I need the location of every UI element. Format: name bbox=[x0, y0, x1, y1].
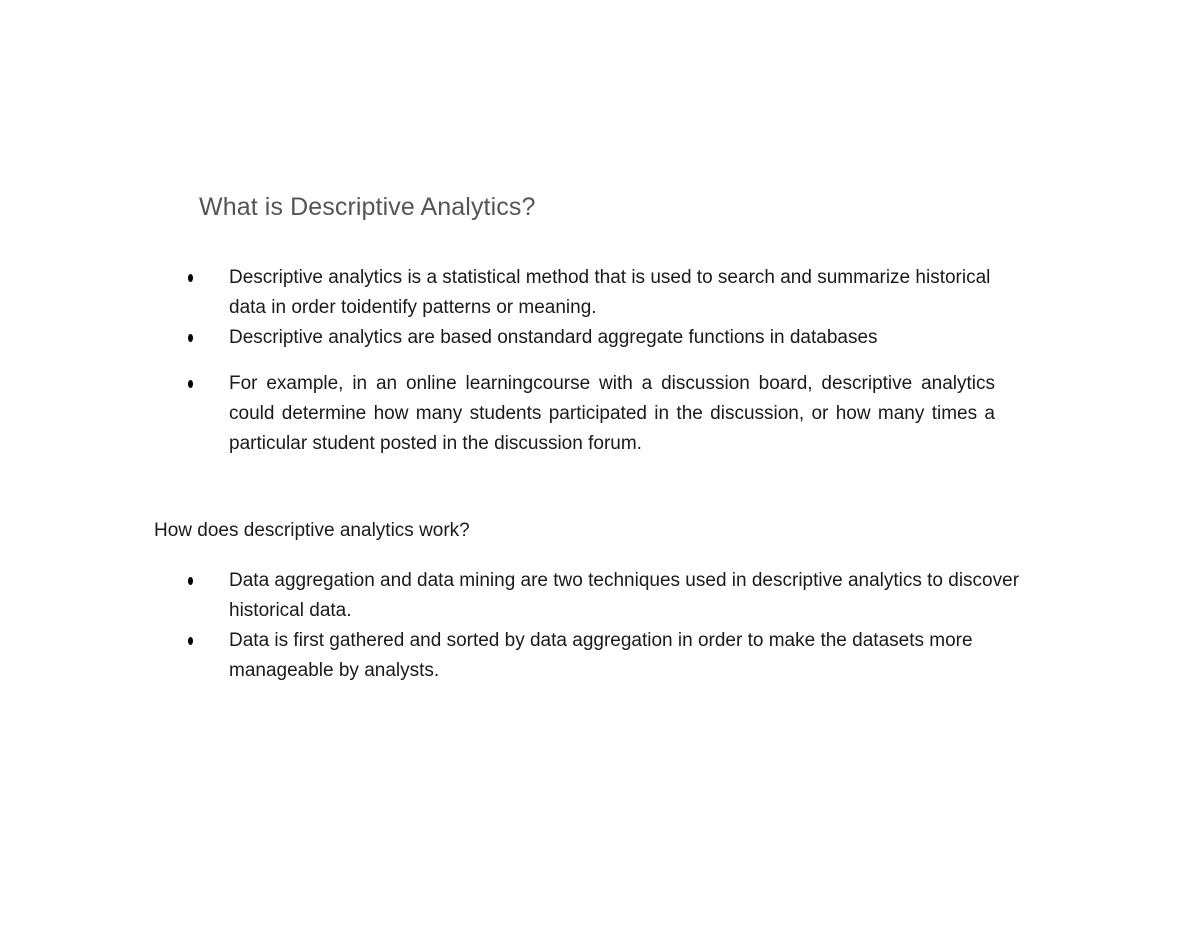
bullet-icon bbox=[188, 380, 193, 388]
bullet-icon bbox=[188, 274, 193, 282]
bullet-text: Descriptive analytics is a statistical method that is used to search and summarize historical data in order toidentify patterns or meaning. bbox=[229, 267, 991, 318]
bullet-text: For example, in an online learningcourse with a discussion board, descriptive analytics could determine how many students participated in the discussion, or how many times a particular student posted in the discussion forum. bbox=[229, 373, 995, 454]
bullet-icon bbox=[188, 577, 193, 585]
bullet-text: Data is first gathered and sorted by data aggregation in order to make the datasets more manageable by analysts. bbox=[229, 630, 973, 681]
bullet-text: Descriptive analytics are based onstandard aggregate functions in databases bbox=[229, 327, 878, 348]
bullet-icon bbox=[188, 334, 193, 342]
list-item bbox=[0, 323, 1029, 353]
bullet-icon bbox=[188, 637, 193, 645]
bullet-text: Data aggregation and data mining are two techniques used in descriptive analytics to discover historical data. bbox=[229, 570, 1020, 621]
how-it-works-bullet-list bbox=[0, 566, 1029, 686]
list-item bbox=[0, 369, 1029, 459]
list-item bbox=[0, 626, 1029, 686]
page-title: What is Descriptive Analytics? bbox=[199, 193, 536, 221]
list-item bbox=[0, 263, 1029, 323]
descriptive-analytics-bullet-list bbox=[0, 263, 1029, 459]
list-item bbox=[0, 566, 1029, 626]
section-heading: How does descriptive analytics work? bbox=[154, 520, 470, 541]
